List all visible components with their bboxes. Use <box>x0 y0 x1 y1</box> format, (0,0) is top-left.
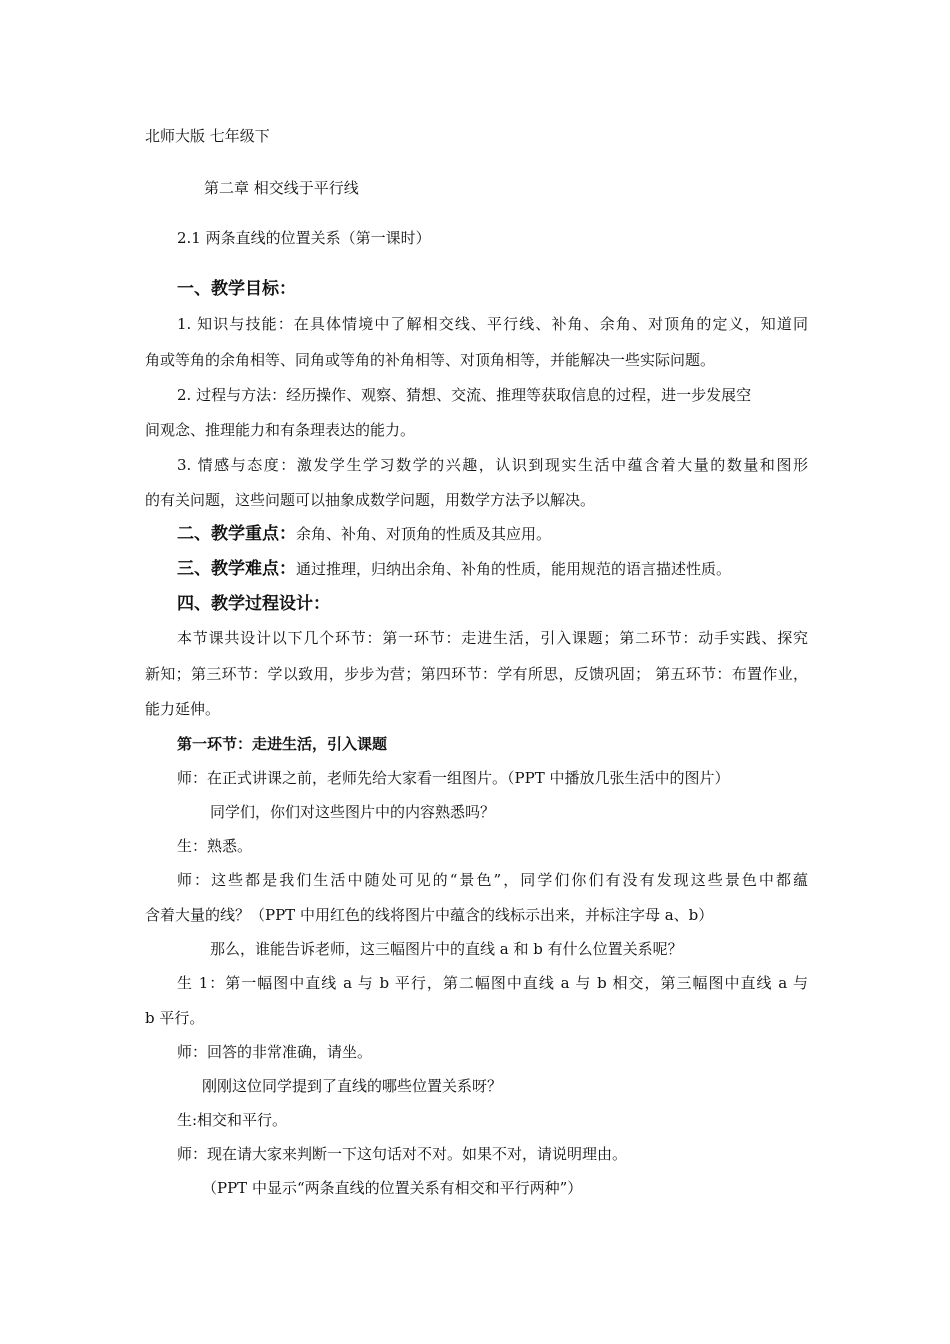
dialogue-line: 含着大量的线？（PPT 中用红色的线将图片中蕴含的线标示出来，并标注字母 a、b） <box>145 906 714 924</box>
objective-3-line-1: 3. 情感与态度：激发学生学习数学的兴趣，认识到现实生活中蕴含着大量的数量和图形 <box>177 456 808 474</box>
difficulties <box>177 559 731 579</box>
difficulties-text: 通过推理，归纳出余角、补角的性质，能用规范的语言描述性质。 <box>296 560 732 578</box>
dialogue-line: 师：现在请大家来判断一下这句话对不对。如果不对，请说明理由。 <box>177 1145 628 1163</box>
lesson-title: 2.1 两条直线的位置关系（第一课时） <box>177 229 431 247</box>
dialogue-line: 师：回答的非常准确，请坐。 <box>177 1043 373 1061</box>
chapter-title: 第二章 相交线于平行线 <box>204 179 359 197</box>
dialogue-line: 那么，谁能告诉老师，这三幅图片中的直线 a 和 b 有什么位置关系呢？ <box>210 940 683 958</box>
key-points-text: 余角、补角、对顶角的性质及其应用。 <box>296 525 552 543</box>
dialogue-line: （PPT 中显示“两条直线的位置关系有相交和平行两种”） <box>202 1179 583 1197</box>
objective-1-line-2: 角或等角的余角相等、同角或等角的补角相等、对顶角相等，并能解决一些实际问题。 <box>145 351 716 369</box>
difficulties-heading: 三、教学难点： <box>177 559 296 579</box>
objective-3-line-2: 的有关问题，这些问题可以抽象成数学问题，用数学方法予以解决。 <box>145 491 596 509</box>
dialogue-line: 生:相交和平行。 <box>177 1111 288 1129</box>
objective-1-line-1: 1. 知识与技能：在具体情境中了解相交线、平行线、补角、余角、对顶角的定义，知道同 <box>177 315 808 333</box>
objective-2-line-2: 间观念、推理能力和有条理表达的能力。 <box>145 421 416 439</box>
process-heading: 四、教学过程设计： <box>177 594 330 614</box>
dialogue-line: 同学们，你们对这些图片中的内容熟悉吗？ <box>210 803 496 821</box>
key-points-heading: 二、教学重点： <box>177 524 296 544</box>
process-intro-line-1: 本节课共设计以下几个环节：第一环节：走进生活，引入课题；第二环节：动手实践、探究 <box>177 629 808 647</box>
dialogue-line: 刚刚这位同学提到了直线的哪些位置关系呀？ <box>202 1077 503 1095</box>
dialogue-line: 生：熟悉。 <box>177 837 253 855</box>
dialogue-line: b 平行。 <box>145 1009 205 1027</box>
dialogue-line: 师：在正式讲课之前，老师先给大家看一组图片。（PPT 中播放几张生活中的图片） <box>177 769 730 787</box>
process-intro-line-2: 新知；第三环节：学以致用，步步为营；第四环节：学有所思，反馈巩固； 第五环节：布置作业， <box>145 665 808 683</box>
objective-2-line-1: 2. 过程与方法：经历操作、观察、猜想、交流、推理等获取信息的过程，进一步发展空 <box>177 386 752 404</box>
dialogue-line: 生 1：第一幅图中直线 a 与 b 平行，第二幅图中直线 a 与 b 相交，第三幅图中直线 a 与 <box>177 974 808 992</box>
dialogue-line: 师：这些都是我们生活中随处可见的“景色”，同学们你们有没有发现这些景色中都蕴 <box>177 871 808 889</box>
section1-heading: 第一环节：走进生活，引入课题 <box>177 735 388 753</box>
edition-label: 北师大版 七年级下 <box>145 127 270 145</box>
key-points <box>177 524 551 544</box>
objectives-heading: 一、教学目标： <box>177 279 296 299</box>
process-intro-line-3: 能力延伸。 <box>145 700 221 718</box>
